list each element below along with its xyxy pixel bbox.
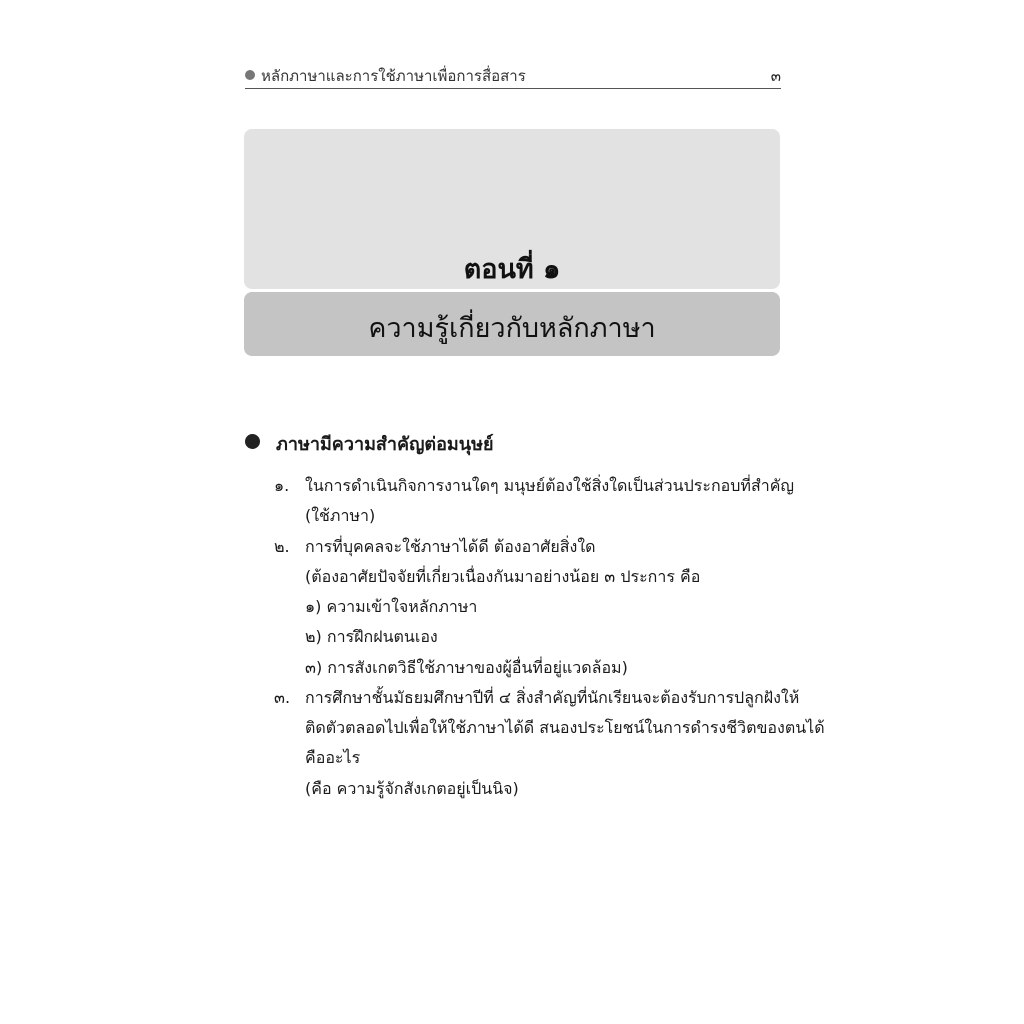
- item-text-line: (คือ ความรู้จักสังเกตอยู่เป็นนิจ): [305, 779, 519, 798]
- item-number: ๓.: [274, 688, 291, 707]
- chapter-subtitle-banner: [244, 292, 780, 356]
- section-bullet-icon: [245, 434, 260, 449]
- sub-item: ๓) การสังเกตวิธีใช้ภาษาของผู้อื่นที่อยู่แวดล้อม): [305, 658, 628, 677]
- item-text-line: (ต้องอาศัยปัจจัยที่เกี่ยวเนื่องกันมาอย่างน้อย ๓ ประการ คือ: [305, 567, 701, 586]
- section-heading: ภาษามีความสำคัญต่อมนุษย์: [276, 434, 494, 455]
- item-text-line: การที่บุคคลจะใช้ภาษาได้ดี ต้องอาศัยสิ่งใด: [305, 537, 596, 556]
- item-number: ๑.: [274, 476, 290, 495]
- item-number: ๒.: [274, 537, 290, 556]
- item-text-line: การศึกษาชั้นมัธยมศึกษาปีที่ ๔ สิ่งสำคัญที่นักเรียนจะต้องรับการปลูกฝังให้: [305, 688, 800, 707]
- chapter-label: ตอนที่ ๑: [463, 254, 561, 285]
- sub-item: ๒) การฝึกฝนตนเอง: [305, 627, 438, 646]
- chapter-subtitle: ความรู้เกี่ยวกับหลักภาษา: [368, 313, 656, 344]
- running-header-title: หลักภาษาและการใช้ภาษาเพื่อการสื่อสาร: [261, 67, 526, 85]
- sub-item: ๑) ความเข้าใจหลักภาษา: [305, 597, 478, 616]
- item-text-line: (ใช้ภาษา): [305, 506, 376, 525]
- page-number: ๓: [770, 67, 781, 85]
- bullet-dot-icon: [245, 70, 255, 80]
- running-header: [245, 62, 781, 89]
- chapter-banner: [244, 129, 780, 289]
- item-text-line: ติดตัวตลอดไปเพื่อให้ใช้ภาษาได้ดี สนองประโยชน์ในการดำรงชีวิตของตนได้: [305, 718, 825, 737]
- item-text-line: คืออะไร: [305, 748, 361, 767]
- item-text-line: ในการดำเนินกิจการงานใดๆ มนุษย์ต้องใช้สิ่งใดเป็นส่วนประกอบที่สำคัญ: [305, 476, 795, 495]
